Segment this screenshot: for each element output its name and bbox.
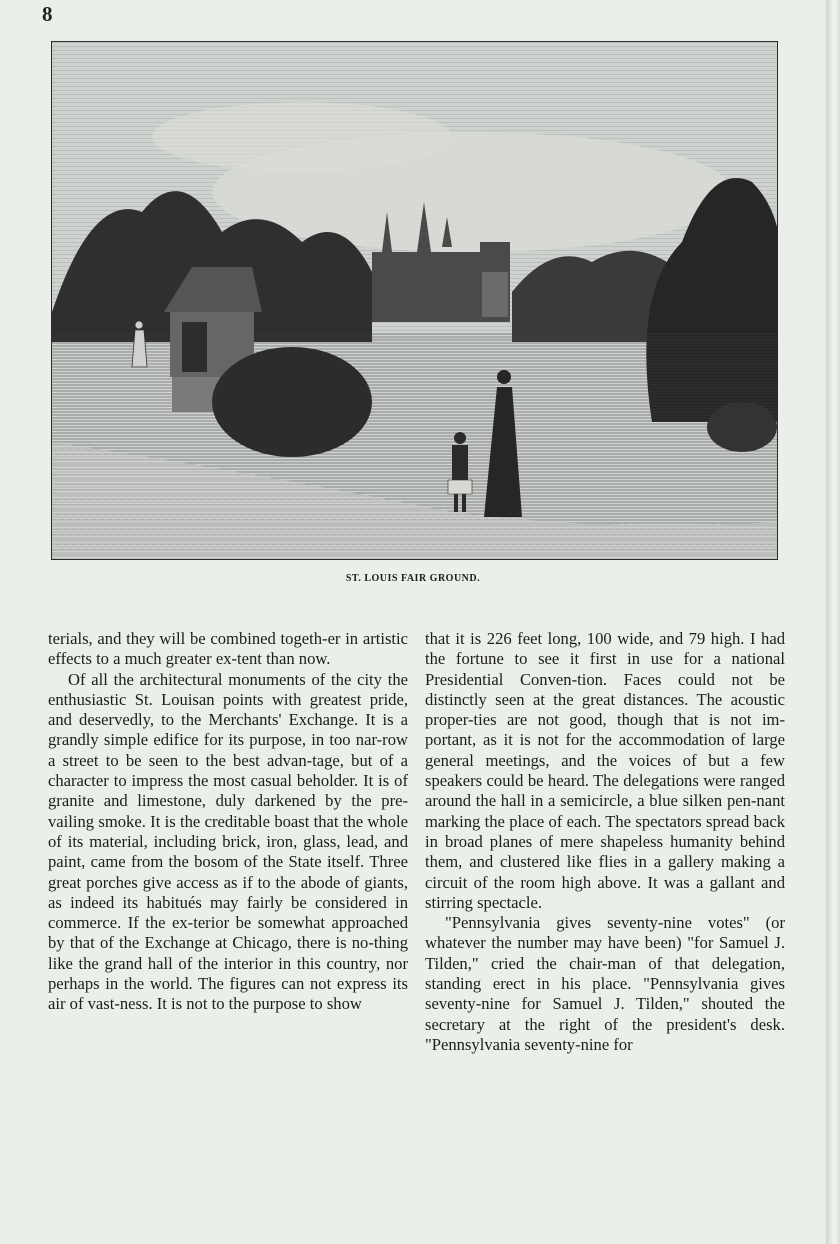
paragraph: that it is 226 feet long, 100 wide, and 79 high. I had the fortune to see it first in use for a national Presidential Conven-tion. Faces could not be distinctly seen at the great distances. The acoustic proper-ties are not good, though that is not im-portant, as it is not for the accommodation of large general meetings, and the voices of but a few speakers could be heard. The delegations were ranged around the hall in a semicircle, a blue silken pen-nant marking the place of each. The spectators spread back in broad planes of mere shapeless humanity behind them, and clustered like flies in a gallery making a circuit of the room high above. It was a gallant and stirring spectacle. bbox=[425, 629, 785, 912]
engraving-illustration bbox=[52, 42, 777, 559]
page-number: 8 bbox=[42, 2, 53, 26]
right-column bbox=[425, 629, 785, 1055]
paragraph: "Pennsylvania gives seventy-nine votes" (or whatever the number may have been) "for Samuel J. Tilden," cried the chair-man of that delegation, standing erect in his place. "Pennsylvania gives seventy-nine for Samuel J. Tilden," shouted the secretary at the right of the president's desk. "Pennsylvania seventy-nine for bbox=[425, 913, 785, 1054]
figure-caption: ST. LOUIS FAIR GROUND. bbox=[345, 573, 481, 584]
page-edge bbox=[826, 0, 840, 1244]
paragraph: Of all the architectural monuments of the city the enthusiastic St. Louisan points with greatest pride, and deservedly, to the Merchants' Exchange. It is a grandly simple edifice for its purpose, in too nar-row a street to be seen to the best advan-tage, but of a character to impress the most casual beholder. It is of granite and limestone, duly darkened by the pre-vailing smoke. It is the creditable boast that the whole of its material, including brick, iron, glass, lead, and paint, came from the bosom of the State itself. Three great porches give access as if to the abode of giants, as indeed its habitués may fairly be considered in commerce. If the ex-terior be somewhat approached by that of the Exchange at Chicago, there is no-thing like the grand hall of the interior in this country, nor perhaps in the world. The figures can not express its air of vast-ness. It is not to the purpose to show bbox=[48, 669, 408, 1014]
bush bbox=[212, 347, 372, 457]
bush-right bbox=[707, 402, 777, 452]
cloud bbox=[152, 102, 452, 172]
fair-ground-engraving bbox=[51, 41, 778, 560]
paragraph: terials, and they will be combined togeth-er in artistic effects to a much greater ex-tent than now. bbox=[48, 629, 408, 669]
left-column bbox=[48, 629, 408, 1015]
